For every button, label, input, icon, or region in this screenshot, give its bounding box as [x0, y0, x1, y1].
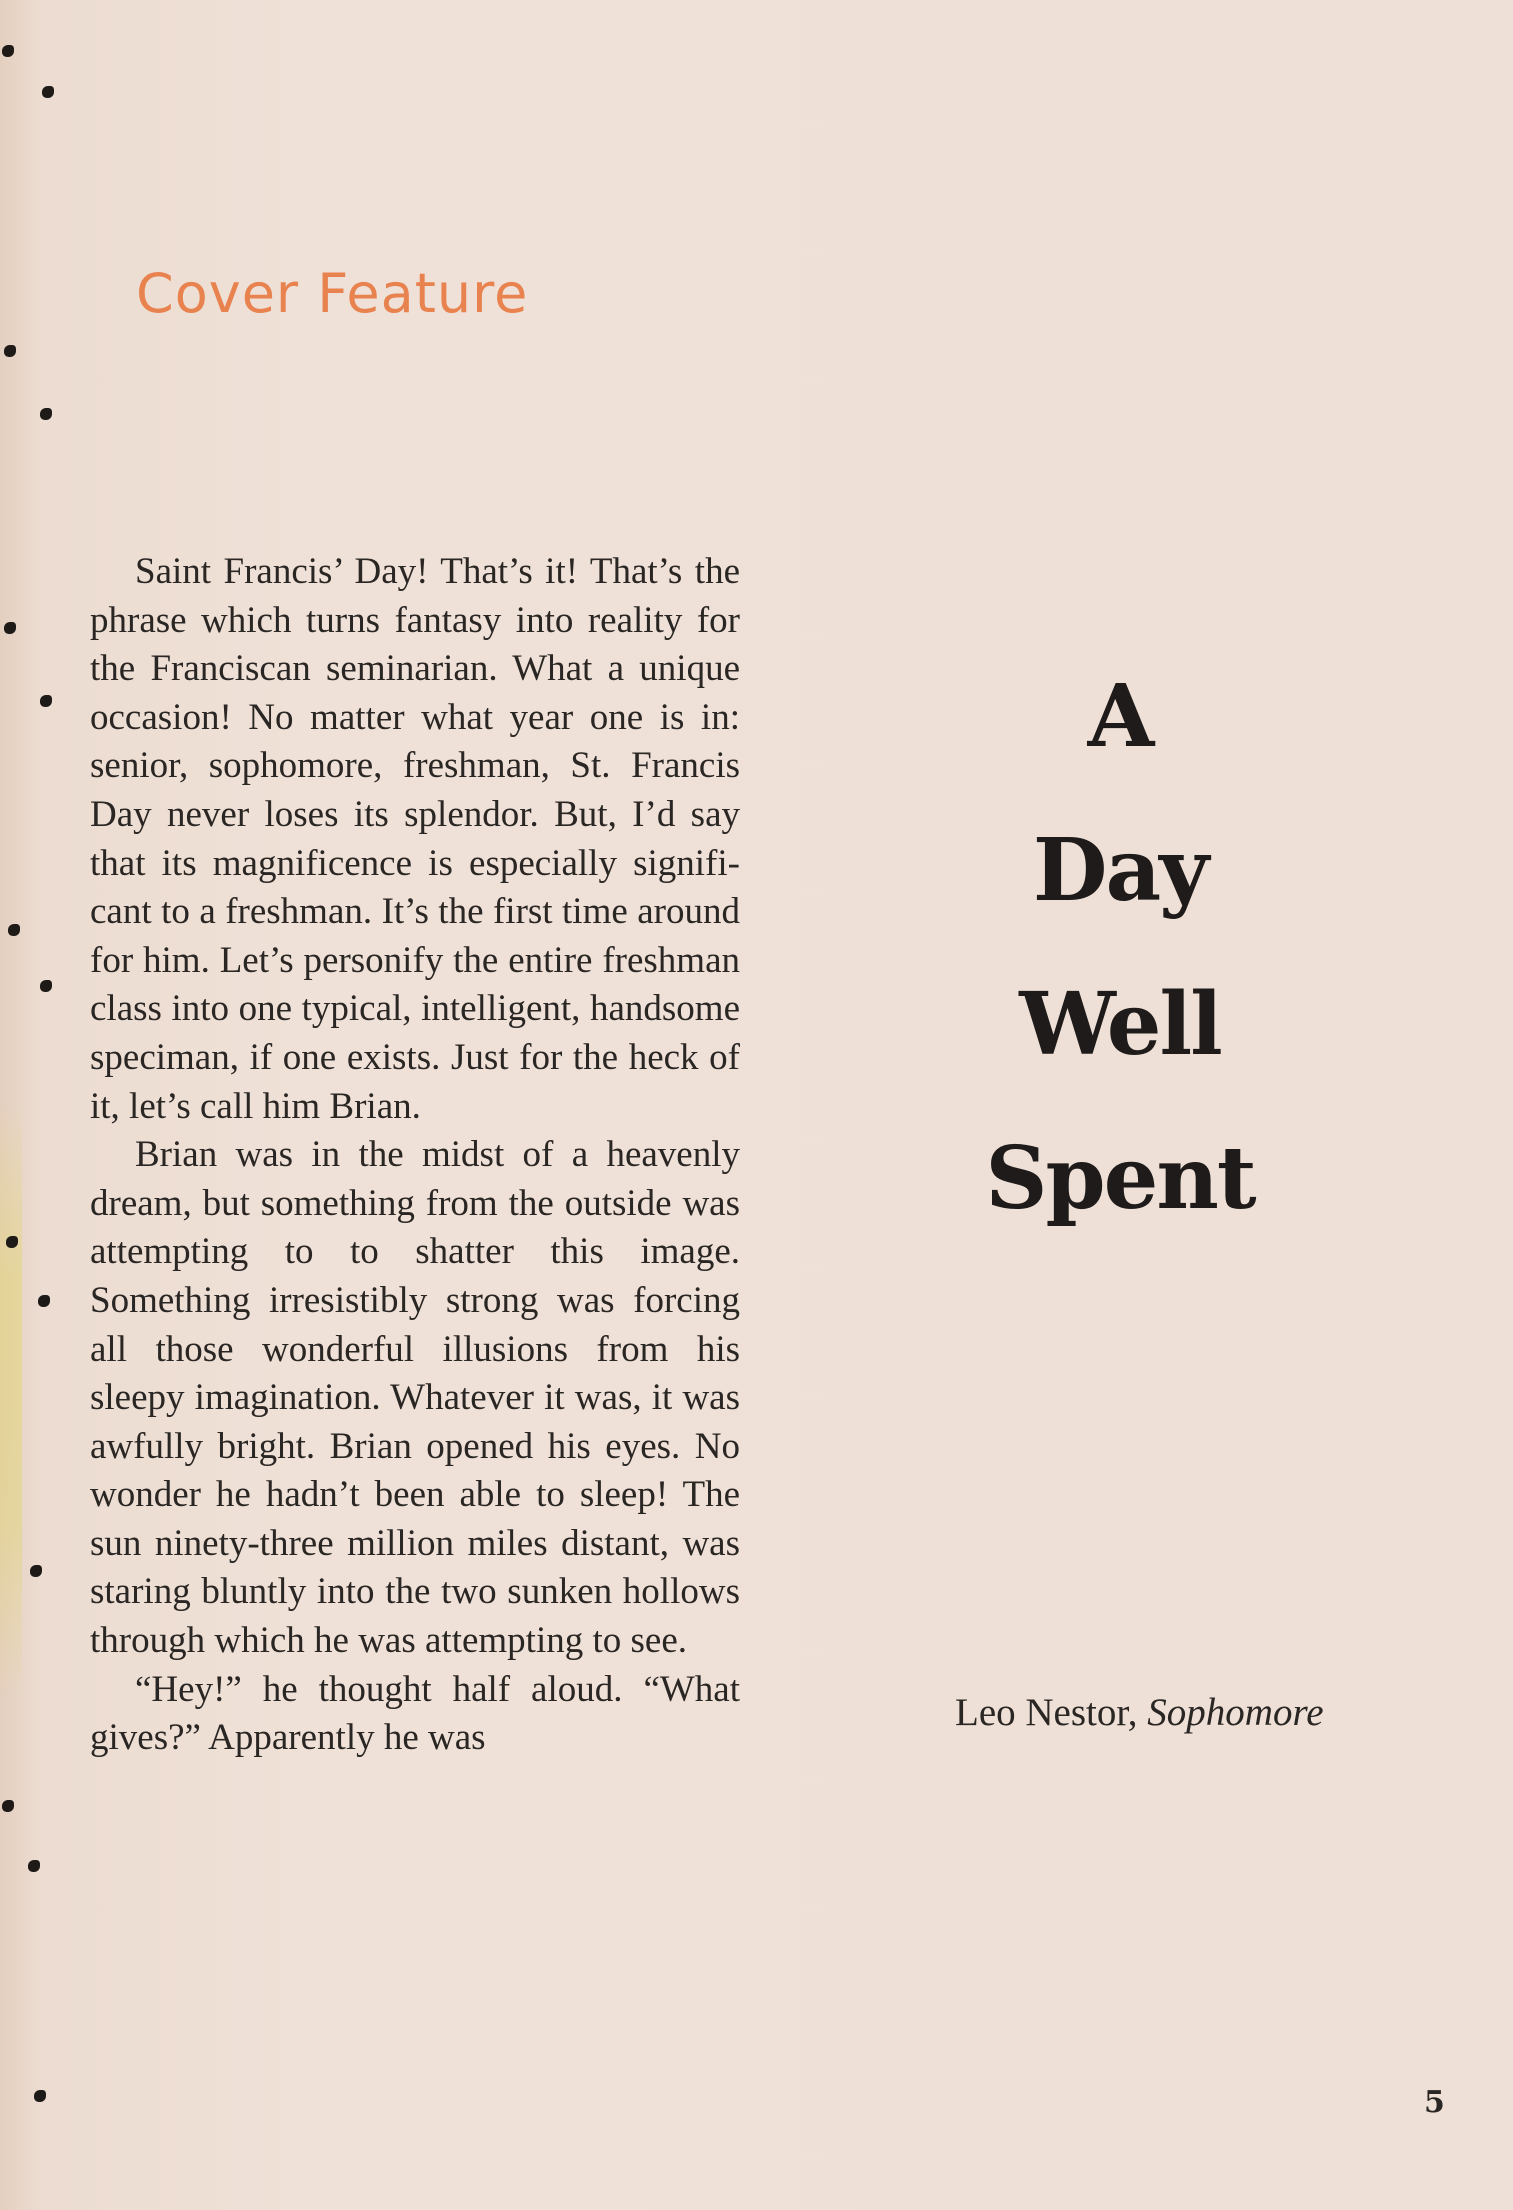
article-paragraph: Saint Francis’ Day! That’s it! That’s the phrase which turns fantasy into reality for the Franciscan seminarian. What a unique occasion! No matter what year one is in: senior, sophomore, freshman, St. Francis Day never loses its splendor. But, I’d say that its magnificence is especially significant to a freshman. It’s the first time around for him. Let’s personify the entire freshman class into one typical, intelligent, handsome speciman, if one exists. Just for the heck of it, let’s call him Brian. — [90, 551, 740, 1127]
binding-hole — [2, 45, 14, 57]
binding-hole — [38, 1295, 50, 1307]
binding-hole — [4, 622, 16, 634]
article-paragraph: “Hey!” he thought half aloud. “What gives?” Apparently he was — [90, 1668, 740, 1759]
section-label: Cover Feature — [136, 262, 529, 325]
page-edge-stain — [0, 1100, 22, 1700]
binding-hole — [40, 980, 52, 992]
binding-hole — [40, 408, 52, 420]
binding-hole — [8, 924, 20, 936]
binding-hole — [42, 86, 54, 98]
article-body — [90, 548, 740, 1763]
title-line: Well — [1019, 974, 1221, 1075]
byline-class-year: Sophomore — [1147, 1691, 1324, 1734]
binding-hole — [30, 1565, 42, 1577]
binding-hole — [40, 695, 52, 707]
binding-hole — [4, 345, 16, 357]
byline-author: Leo Nestor, — [955, 1691, 1148, 1734]
binding-hole — [2, 1800, 14, 1812]
title-line: A — [1087, 666, 1153, 767]
title-line: Day — [1032, 820, 1208, 921]
byline — [955, 1690, 1324, 1735]
article-paragraph: Brian was in the midst of a heavenly dream, but something from the outside was attempting to to shatter this image. Something irresistibly strong was forcing all those wonderful illusions from his sleepy imagination. Whatever it was, it was awfully bright. Brian opened his eyes. No wonder he hadn’t been able to sleep! The sun ninety-three million miles distant, was staring bluntly into the two sunken hollows through which he was attempting to see. — [90, 1134, 740, 1662]
page-number: 5 — [1424, 2085, 1445, 2120]
binding-hole — [28, 1860, 40, 1872]
article-title — [920, 640, 1320, 1256]
binding-hole — [6, 1236, 18, 1248]
title-line: Spent — [985, 1128, 1255, 1229]
binding-hole — [34, 2090, 46, 2102]
